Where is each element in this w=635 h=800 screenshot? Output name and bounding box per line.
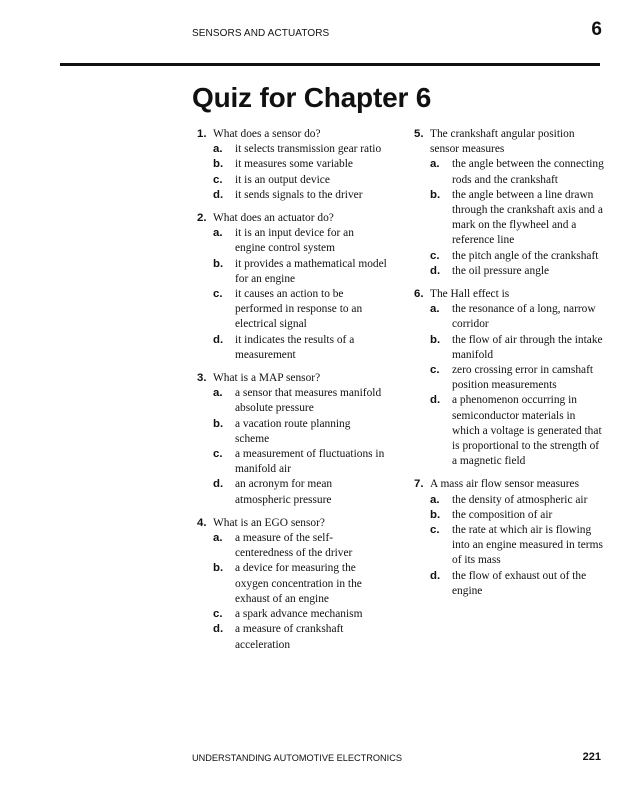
question-text: The crankshaft angular position sensor measures <box>430 128 575 156</box>
option-letter: d. <box>213 478 224 491</box>
question <box>197 516 387 653</box>
answer-option <box>414 493 604 508</box>
answer-option <box>197 531 387 561</box>
answer-option <box>197 561 387 607</box>
question-number: 2. <box>197 212 207 225</box>
option-text: it selects transmission gear ratio <box>235 143 382 156</box>
option-text: the angle between a line drawn through the crankshaft axis and a mark on the flywheel and a reference line <box>452 188 603 247</box>
question-stem <box>197 516 387 531</box>
option-text: a measure of crankshaft acceleration <box>235 623 344 651</box>
answer-option <box>414 188 604 249</box>
option-letter: c. <box>430 524 440 537</box>
option-text: it indicates the results of a measurement <box>235 333 355 361</box>
option-text: it is an output device <box>235 173 330 186</box>
option-text: a spark advance mechanism <box>235 608 363 621</box>
answer-option <box>414 508 604 523</box>
question-number: 1. <box>197 128 207 140</box>
question-stem <box>197 127 387 142</box>
option-text: the flow of exhaust out of the engine <box>452 569 587 597</box>
answer-option <box>414 393 604 469</box>
page-title: Quiz for Chapter 6 <box>192 82 432 113</box>
option-letter: d. <box>430 264 441 277</box>
question <box>197 211 387 363</box>
question-text: A mass air flow sensor measures <box>430 478 579 491</box>
option-letter: a. <box>430 493 440 506</box>
question-stem <box>414 287 604 302</box>
answer-option <box>414 569 604 599</box>
option-text: zero crossing error in camshaft position measurements <box>452 364 594 392</box>
running-footer-book-title: UNDERSTANDING AUTOMOTIVE ELECTRONICS <box>192 753 402 763</box>
option-letter: a. <box>213 227 223 240</box>
question-column-right <box>414 127 604 607</box>
option-text: a device for measuring the oxygen concentration in the exhaust of an engine <box>235 562 362 605</box>
option-letter: b. <box>213 257 224 270</box>
option-text: the pitch angle of the crankshaft <box>452 249 599 262</box>
option-letter: d. <box>213 333 224 346</box>
option-letter: d. <box>430 394 441 407</box>
option-text: it provides a mathematical model for an engine <box>235 257 387 285</box>
answer-option <box>197 226 387 256</box>
header-divider <box>60 63 600 66</box>
question-number: 7. <box>414 478 424 491</box>
option-text: an acronym for mean atmospheric pressure <box>235 478 333 506</box>
answer-option <box>197 173 387 188</box>
page-number: 221 <box>582 751 601 763</box>
option-text: a sensor that measures manifold absolute pressure <box>235 387 382 415</box>
question-number: 5. <box>414 128 424 140</box>
running-header-section: SENSORS AND ACTUATORS <box>192 28 330 39</box>
question-text: What is an EGO sensor? <box>213 516 325 529</box>
answer-option <box>197 386 387 416</box>
answer-option <box>414 264 604 279</box>
answer-option <box>197 477 387 507</box>
option-letter: b. <box>213 562 224 575</box>
option-text: a vacation route planning scheme <box>235 417 351 445</box>
answer-option <box>414 363 604 393</box>
option-letter: c. <box>430 364 440 377</box>
answer-option <box>414 157 604 187</box>
option-text: the flow of air through the intake manifold <box>452 333 603 361</box>
option-letter: a. <box>213 143 223 156</box>
option-text: the oil pressure angle <box>452 264 550 277</box>
option-text: the resonance of a long, narrow corridor <box>452 303 596 331</box>
option-text: the rate at which air is flowing into an engine measured in terms of its mass <box>452 524 603 567</box>
question-number: 4. <box>197 516 207 529</box>
option-letter: b. <box>430 508 441 521</box>
question-text: What does a sensor do? <box>213 128 321 140</box>
option-text: the angle between the connecting rods and the crankshaft <box>452 158 604 186</box>
answer-option <box>414 333 604 363</box>
answer-option <box>197 447 387 477</box>
answer-option <box>414 523 604 569</box>
question-stem <box>414 477 604 492</box>
option-letter: d. <box>213 623 224 636</box>
answer-option <box>197 333 387 363</box>
option-text: the composition of air <box>452 508 553 521</box>
question-number: 3. <box>197 372 207 385</box>
question <box>197 127 387 203</box>
option-letter: c. <box>213 448 223 461</box>
option-letter: a. <box>213 387 223 400</box>
option-letter: d. <box>213 188 224 201</box>
answer-option <box>197 257 387 287</box>
answer-option <box>197 607 387 622</box>
option-letter: c. <box>430 249 440 262</box>
answer-option <box>197 157 387 172</box>
question-number: 6. <box>414 288 424 301</box>
option-letter: a. <box>430 303 440 316</box>
answer-option <box>414 249 604 264</box>
running-header-chapter-number: 6 <box>591 19 602 40</box>
option-text: it sends signals to the driver <box>235 188 363 201</box>
option-letter: b. <box>430 188 441 201</box>
option-letter: a. <box>213 532 223 545</box>
option-text: it causes an action to be performed in response to an electrical signal <box>235 288 363 331</box>
question <box>414 127 604 279</box>
option-text: the density of atmospheric air <box>452 493 588 506</box>
question-stem <box>197 211 387 226</box>
answer-option <box>414 302 604 332</box>
answer-option <box>197 188 387 203</box>
option-letter: b. <box>430 333 441 346</box>
question-text: What is a MAP sensor? <box>213 372 321 385</box>
question <box>414 287 604 469</box>
option-letter: c. <box>213 608 223 621</box>
option-letter: a. <box>430 158 440 171</box>
question-stem <box>197 371 387 386</box>
option-letter: b. <box>213 417 224 430</box>
answer-option <box>197 417 387 447</box>
option-text: a measure of the self-centeredness of the driver <box>235 532 353 560</box>
answer-option <box>197 142 387 157</box>
answer-option <box>197 622 387 652</box>
option-letter: c. <box>213 288 223 301</box>
option-letter: d. <box>430 569 441 582</box>
question-column-left <box>197 127 387 661</box>
option-text: a measurement of fluctuations in manifold air <box>235 448 385 476</box>
option-letter: b. <box>213 158 224 171</box>
option-text: a phenomenon occurring in semiconductor materials in which a voltage is generated that is proportional to the strength of a magnetic field <box>452 394 602 468</box>
question <box>197 371 387 508</box>
question-stem <box>414 127 604 157</box>
option-text: it measures some variable <box>235 158 353 171</box>
question-text: What does an actuator do? <box>213 212 334 225</box>
option-text: it is an input device for an engine control system <box>235 227 354 255</box>
answer-option <box>197 287 387 333</box>
option-letter: c. <box>213 173 223 186</box>
question-text: The Hall effect is <box>430 288 510 301</box>
question <box>414 477 604 599</box>
